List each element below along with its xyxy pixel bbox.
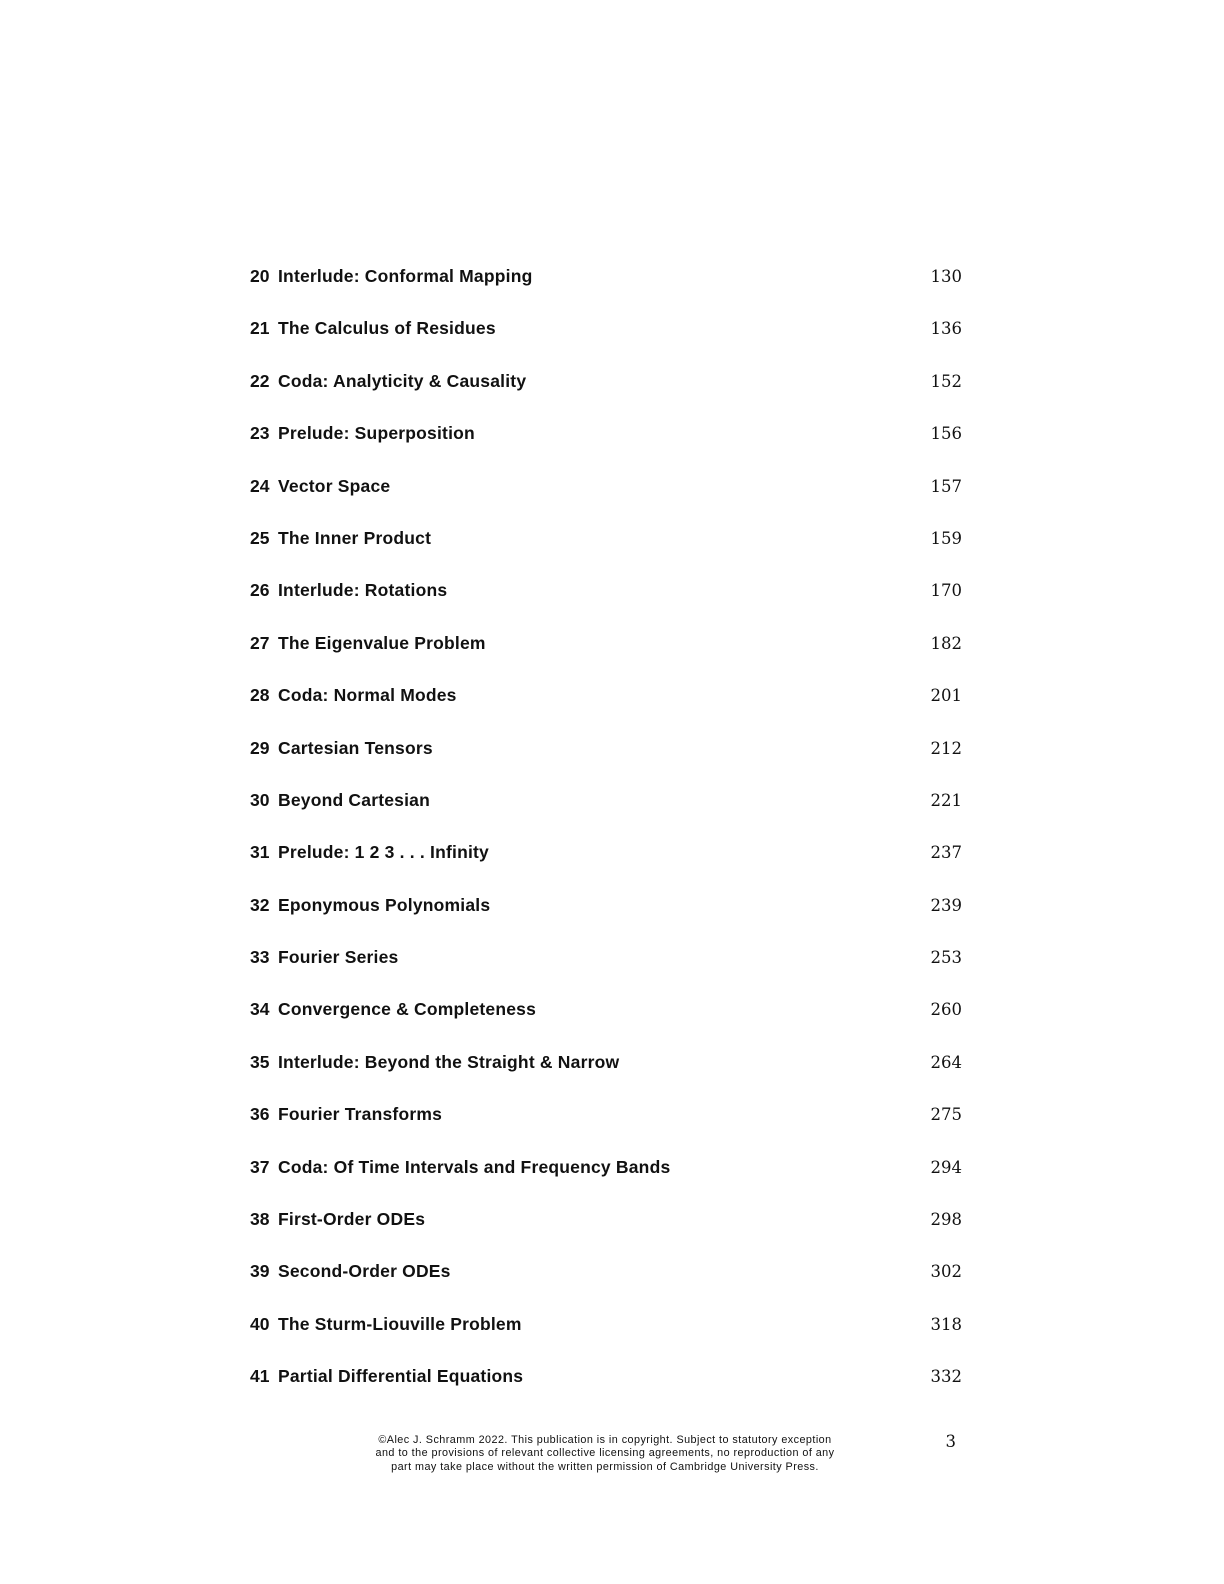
chapter-number: 21	[250, 318, 270, 339]
chapter-number: 38	[250, 1209, 270, 1230]
chapter-title: Fourier Transforms	[278, 1104, 443, 1125]
toc-entry	[250, 842, 962, 894]
chapter-title: Interlude: Beyond the Straight & Narrow	[278, 1051, 620, 1072]
chapter-number: 34	[250, 999, 270, 1020]
chapter-page-number: 170	[930, 581, 962, 601]
chapter-title: Beyond Cartesian	[278, 789, 430, 810]
chapter-title: Coda: Analyticity & Causality	[278, 370, 527, 391]
toc-entry	[250, 1157, 962, 1209]
chapter-page-number: 253	[930, 948, 962, 968]
chapter-page-number: 136	[930, 319, 962, 339]
chapter-title: Prelude: 1 2 3 . . . Infinity	[278, 842, 489, 863]
chapter-page-number: 201	[930, 686, 962, 706]
chapter-number: 36	[250, 1104, 270, 1125]
toc-entry	[250, 633, 962, 685]
footer-copyright-line: part may take place without the written permission of Cambridge University Press.	[391, 1460, 819, 1473]
chapter-title: Interlude: Rotations	[278, 580, 448, 601]
chapter-title: Cartesian Tensors	[278, 737, 433, 758]
chapter-number: 30	[250, 789, 270, 810]
chapter-number: 26	[250, 580, 270, 601]
chapter-page-number: 239	[930, 895, 962, 915]
chapter-page-number: 318	[930, 1314, 962, 1334]
chapter-page-number: 260	[930, 1000, 962, 1020]
chapter-number: 23	[250, 423, 270, 444]
chapter-title: Vector Space	[278, 475, 391, 496]
toc-entry	[250, 999, 962, 1051]
chapter-page-number: 157	[930, 476, 962, 496]
chapter-title: Prelude: Superposition	[278, 423, 475, 444]
chapter-number: 20	[250, 266, 270, 286]
chapter-number: 29	[250, 737, 270, 758]
toc-entry	[250, 738, 962, 790]
chapter-page-number: 264	[930, 1052, 962, 1072]
chapter-number: 27	[250, 632, 270, 653]
chapter-number: 37	[250, 1156, 270, 1177]
chapter-number: 39	[250, 1261, 270, 1282]
footer-copyright	[376, 1434, 835, 1474]
chapter-title: Second-Order ODEs	[278, 1261, 451, 1282]
chapter-page-number: 152	[930, 371, 962, 391]
chapter-page-number: 237	[930, 843, 962, 863]
toc-entry	[250, 1314, 962, 1366]
toc-entry	[250, 580, 962, 632]
toc-entry	[250, 790, 962, 842]
toc-entry	[250, 528, 962, 580]
chapter-title: Interlude: Conformal Mapping	[278, 266, 533, 286]
chapter-title: The Calculus of Residues	[278, 318, 496, 339]
toc-entry	[250, 947, 962, 999]
chapter-page-number: 212	[930, 738, 962, 758]
chapter-page-number: 275	[930, 1105, 962, 1125]
chapter-number: 33	[250, 947, 270, 968]
chapter-number: 41	[250, 1366, 270, 1387]
chapter-title: Eponymous Polynomials	[278, 894, 491, 915]
chapter-number: 32	[250, 894, 270, 915]
chapter-title: Coda: Normal Modes	[278, 685, 457, 706]
toc-entry	[250, 423, 962, 475]
chapter-page-number: 156	[930, 424, 962, 444]
chapter-number: 28	[250, 685, 270, 706]
toc-entry	[250, 266, 962, 318]
chapter-page-number: 332	[930, 1367, 962, 1387]
chapter-title: Partial Differential Equations	[278, 1366, 524, 1387]
chapter-page-number: 159	[930, 528, 962, 548]
toc-entry	[250, 1209, 962, 1261]
toc-entry	[250, 1261, 962, 1313]
chapter-page-number: 298	[930, 1210, 962, 1230]
chapter-page-number: 130	[930, 267, 962, 286]
toc-entry	[250, 1366, 962, 1418]
chapter-number: 22	[250, 370, 270, 391]
chapter-page-number: 294	[930, 1157, 962, 1177]
toc-entry	[250, 1104, 962, 1156]
toc-entry	[250, 476, 962, 528]
chapter-number: 31	[250, 842, 270, 863]
chapter-number: 25	[250, 527, 270, 548]
chapter-title: First-Order ODEs	[278, 1209, 426, 1230]
footer-copyright-line: and to the provisions of relevant collective licensing agreements, no reproduction of any	[375, 1447, 835, 1460]
chapter-title: The Sturm-Liouville Problem	[278, 1313, 522, 1334]
chapter-number: 24	[250, 475, 270, 496]
chapter-title: The Inner Product	[278, 527, 432, 548]
chapter-page-number: 182	[930, 633, 962, 653]
toc-entry	[250, 371, 962, 423]
toc-list	[250, 266, 962, 1419]
toc-entry	[250, 895, 962, 947]
chapter-title: Coda: Of Time Intervals and Frequency Bands	[278, 1156, 671, 1177]
toc-entry	[250, 1052, 962, 1104]
page-number: 3	[945, 1432, 956, 1451]
chapter-number: 35	[250, 1051, 270, 1072]
footer-copyright-line: ©Alec J. Schramm 2022. This publication is in copyright. Subject to statutory exception	[378, 1434, 832, 1446]
chapter-number: 40	[250, 1313, 270, 1334]
chapter-title: The Eigenvalue Problem	[278, 632, 486, 653]
chapter-title: Fourier Series	[278, 947, 399, 968]
chapter-title: Convergence & Completeness	[278, 999, 537, 1020]
toc-entry	[250, 318, 962, 370]
chapter-page-number: 302	[930, 1262, 962, 1282]
chapter-page-number: 221	[930, 790, 962, 810]
toc-entry	[250, 685, 962, 737]
